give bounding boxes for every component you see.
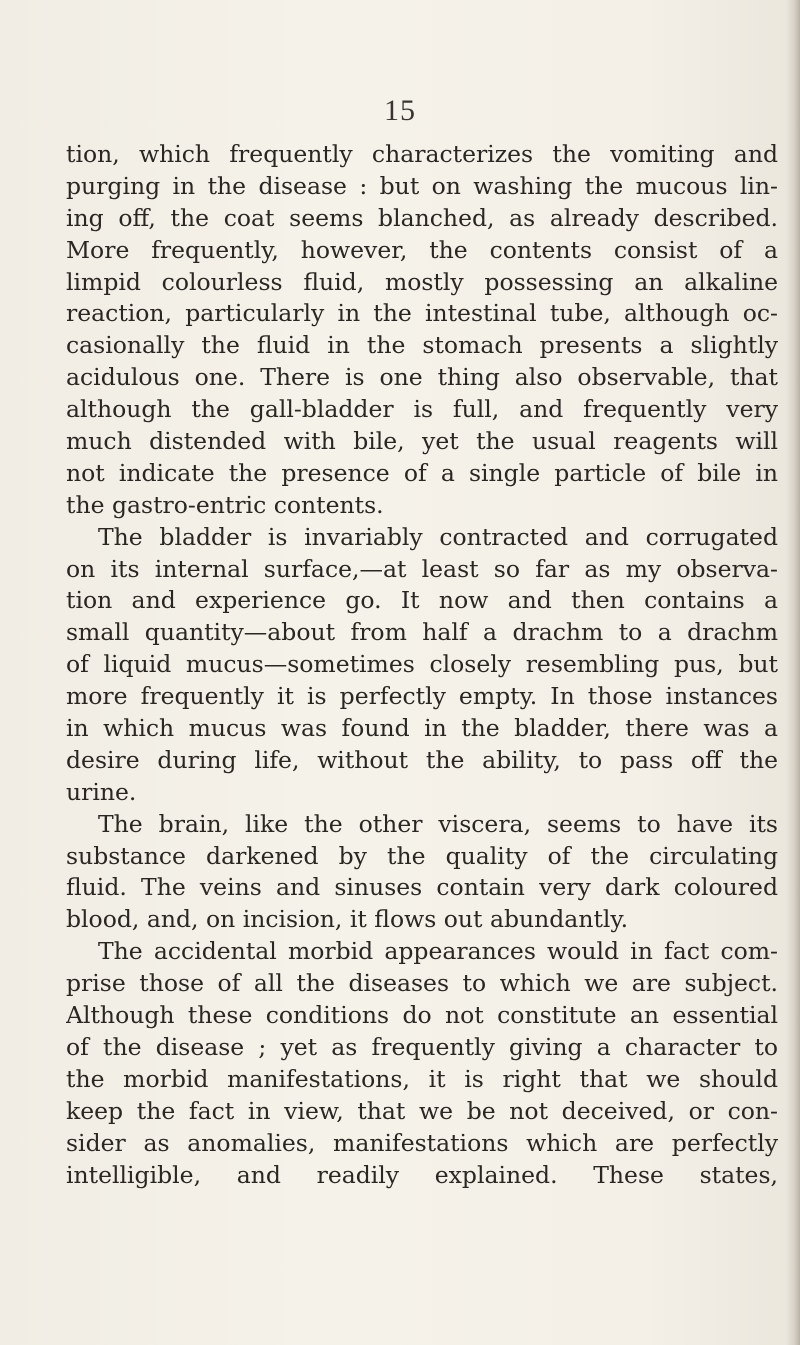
text-line: on its internal surface,—at least so far as my observa- [66,554,778,583]
text-line: small quantity—about from half a drachm to a drachm [66,618,778,647]
text-line: the morbid manifestations, it is right that we should [66,1064,778,1093]
text-line: intelligible, and readily explained. These states, [66,1160,778,1189]
text-line: of liquid mucus—sometimes closely resembling pus, but [66,650,778,679]
text-line: reaction, particularly in the intestinal tube, although oc- [66,299,778,328]
text-line: blood, and, on incision, it flows out abundantly. [66,905,629,934]
text-line: limpid colourless fluid, mostly possessing an alkaline [66,267,778,296]
text-line: purging in the disease : but on washing the mucous lin- [66,171,778,200]
text-line: The brain, like the other viscera, seems to have its [98,809,778,838]
text-line: of the disease ; yet as frequently giving a character to [66,1032,778,1061]
text-line: the gastro-entric contents. [66,490,384,519]
text-line: The accidental morbid appearances would in fact com- [98,937,778,966]
text-line: tion, which frequently characterizes the vomiting and [66,140,778,168]
text-line: in which mucus was found in the bladder, there was a [66,714,778,743]
page-edge-shadow [786,0,800,1345]
text-line: substance darkened by the quality of the circulating [66,841,778,870]
page-number: 15 [384,94,416,127]
text-line: fluid. The veins and sinuses contain very dark coloured [66,873,778,902]
text-line: more frequently it is perfectly empty. In those instances [66,682,778,711]
text-line: tion and experience go. It now and then contains a [66,586,778,615]
text-line: keep the fact in view, that we be not deceived, or con- [66,1096,778,1125]
text-line: prise those of all the diseases to which we are subject. [66,969,778,998]
text-line: More frequently, however, the contents consist of a [66,235,778,264]
text-line: casionally the fluid in the stomach presents a slightly [66,331,778,360]
text-line: although the gall-bladder is full, and frequently very [66,395,778,424]
text-line: not indicate the presence of a single particle of bile in [66,458,778,487]
text-line: acidulous one. There is one thing also observable, that [66,363,778,392]
body-text [66,139,778,1191]
text-line: much distended with bile, yet the usual reagents will [66,427,778,456]
text-line: desire during life, without the ability, to pass off the [66,745,778,774]
text-line: Although these conditions do not constitute an essential [66,1001,778,1030]
text-line: The bladder is invariably contracted and corrugated [98,522,778,551]
text-line: ing off, the coat seems blanched, as already described. [66,203,778,232]
text-line: sider as anomalies, manifestations which are perfectly [66,1128,778,1157]
text-line: urine. [66,777,137,806]
